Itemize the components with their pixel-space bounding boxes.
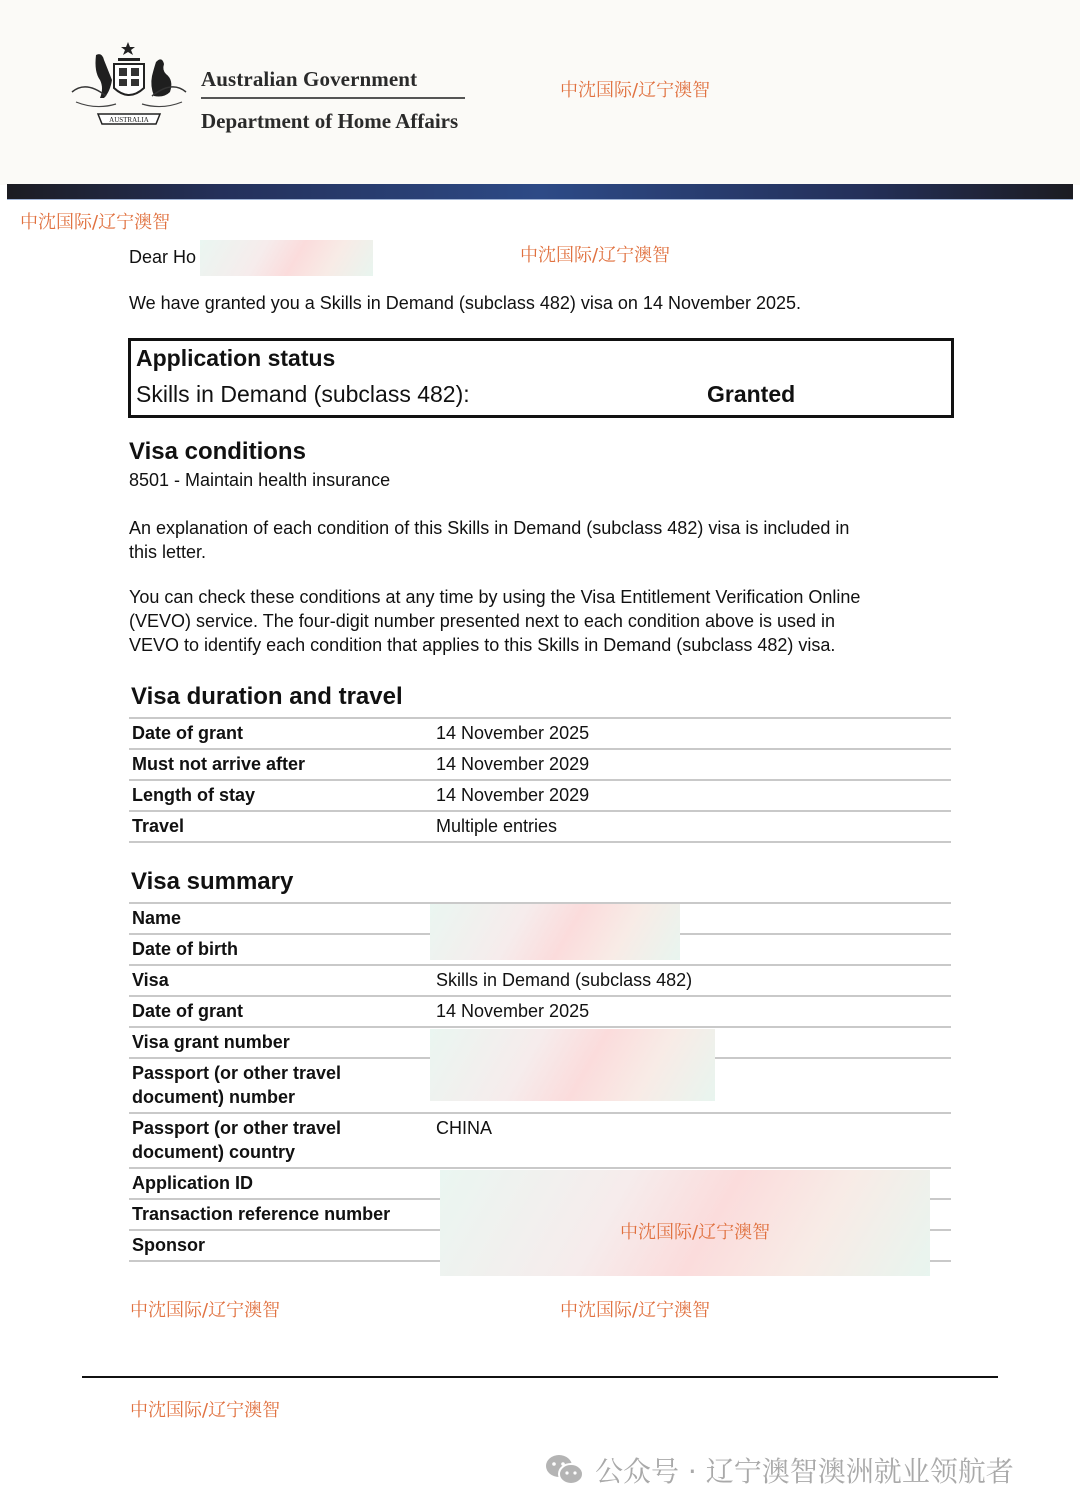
watermark-char: 辽	[698, 1222, 717, 1243]
watermark-char: 宁	[226, 1400, 245, 1421]
conditions-explanation-line: An explanation of each condition of this Skills in Demand (subclass 482) visa is included in	[129, 518, 850, 538]
watermark-char: 智	[692, 80, 711, 101]
watermark	[130, 1400, 280, 1422]
watermark-char: 际	[614, 80, 632, 101]
table-row	[129, 748, 951, 779]
watermark-char: 智	[152, 212, 171, 233]
row-label-line2: document) number	[132, 1087, 296, 1107]
watermark-char: 澳	[244, 1400, 263, 1421]
watermark-char: 国	[166, 1400, 184, 1421]
watermark-char: 中	[560, 1300, 578, 1321]
watermark-char: 澳	[634, 245, 653, 266]
government-name: Australian Government	[201, 67, 418, 91]
application-status-value: Granted	[707, 381, 796, 407]
row-label: Passport (or other travel	[132, 1063, 342, 1083]
watermark-char: 际	[574, 245, 592, 266]
row-label: Visa grant number	[132, 1032, 290, 1052]
header-banner	[7, 184, 1073, 200]
vevo-line: You can check these conditions at any time by using the Visa Entitlement Verification Online	[129, 587, 861, 607]
coat-of-arms-icon	[66, 40, 192, 132]
row-label: Must not arrive after	[132, 754, 306, 774]
watermark-char: 澳	[134, 212, 153, 233]
watermark-char: 智	[262, 1300, 281, 1321]
table-row	[129, 717, 951, 748]
watermark-char: 辽	[98, 212, 117, 233]
watermark-char: 辽	[638, 1300, 657, 1321]
redacted-grant-passport	[430, 1029, 715, 1101]
watermark-char: 国	[596, 1300, 614, 1321]
watermark-char: 智	[262, 1400, 281, 1421]
watermark	[130, 1300, 280, 1322]
row-label: Length of stay	[132, 785, 256, 805]
row-value: 14 November 2025	[436, 723, 590, 743]
watermark-char: /	[92, 212, 99, 233]
visa-summary-title: Visa summary	[131, 868, 294, 895]
row-value: 14 November 2029	[436, 785, 590, 805]
watermark-char: 澳	[674, 80, 693, 101]
watermark-char: 辽	[638, 80, 657, 101]
row-label: Travel	[132, 816, 185, 836]
watermark-char: 智	[752, 1222, 771, 1243]
row-label: Passport (or other travel	[132, 1118, 342, 1138]
row-label: Transaction reference number	[132, 1204, 391, 1224]
watermark-char: 中	[560, 80, 578, 101]
watermark	[560, 80, 710, 102]
watermark-char: 国	[556, 245, 574, 266]
application-status-title: Application status	[136, 345, 336, 371]
watermark-char: /	[592, 245, 599, 266]
row-label: Application ID	[132, 1173, 253, 1193]
table-end-rule	[129, 841, 951, 843]
watermark-char: 际	[674, 1222, 692, 1243]
department-name: Department of Home Affairs	[201, 109, 459, 133]
row-value: 14 November 2029	[436, 754, 590, 774]
wechat-icon	[545, 1453, 585, 1487]
row-label: Date of birth	[132, 939, 238, 959]
watermark-char: 国	[56, 212, 74, 233]
visa-duration-table	[129, 717, 951, 843]
watermark-char: 宁	[116, 212, 135, 233]
watermark-char: 沈	[148, 1300, 166, 1321]
row-label: Date of grant	[132, 1001, 244, 1021]
letterhead-divider	[201, 97, 465, 99]
watermark-char: 沈	[578, 80, 596, 101]
watermark-char: 国	[166, 1300, 184, 1321]
watermark-char: 沈	[638, 1222, 656, 1243]
watermark-char: 宁	[656, 80, 675, 101]
watermark	[20, 212, 170, 234]
grant-sentence: We have granted you a Skills in Demand (subclass 482) visa on 14 November 2025.	[129, 293, 802, 313]
table-row	[129, 1112, 951, 1167]
table-row	[129, 779, 951, 810]
application-status-box	[128, 338, 954, 418]
watermark-char: 际	[184, 1400, 202, 1421]
watermark-char: 辽	[598, 245, 617, 266]
watermark-char: 国	[596, 80, 614, 101]
watermark-char: 中	[130, 1300, 148, 1321]
table-row	[129, 964, 951, 995]
row-label: Date of grant	[132, 723, 244, 743]
watermark-char: 际	[614, 1300, 632, 1321]
row-label: Name	[132, 908, 182, 928]
watermark-char: /	[202, 1300, 209, 1321]
watermark-char: 中	[130, 1400, 148, 1421]
watermark-char: 沈	[148, 1400, 166, 1421]
watermark-char: 澳	[674, 1300, 693, 1321]
watermark-char: 际	[184, 1300, 202, 1321]
watermark-char: /	[632, 1300, 639, 1321]
watermark-char: /	[692, 1222, 699, 1243]
watermark-char: 宁	[616, 245, 635, 266]
salutation: Dear Ho	[129, 247, 197, 267]
row-value: Skills in Demand (subclass 482)	[436, 970, 693, 990]
watermark-char: 澳	[244, 1300, 263, 1321]
footer-rule	[82, 1376, 998, 1378]
watermark-char: 际	[74, 212, 92, 233]
watermark	[520, 245, 670, 267]
row-label-line2: document) country	[132, 1142, 296, 1162]
table-row	[129, 995, 951, 1026]
wechat-footer	[545, 1450, 1014, 1490]
conditions-explanation-line: this letter.	[129, 542, 207, 562]
watermark-char: 国	[656, 1222, 674, 1243]
table-row	[129, 810, 951, 841]
application-status-visa: Skills in Demand (subclass 482):	[136, 381, 470, 407]
watermark-char: 沈	[538, 245, 556, 266]
visa-conditions-title: Visa conditions	[129, 438, 306, 465]
vevo-line: VEVO to identify each condition that applies to this Skills in Demand (subclass 482) visa.	[129, 635, 836, 655]
redacted-name-dob	[430, 904, 680, 960]
row-value: CHINA	[436, 1118, 493, 1138]
watermark-char: 中	[520, 245, 538, 266]
watermark-char: 智	[652, 245, 671, 266]
watermark	[620, 1222, 770, 1244]
watermark-char: 辽	[208, 1400, 227, 1421]
watermark-char: 辽	[208, 1300, 227, 1321]
watermark-char: 宁	[226, 1300, 245, 1321]
watermark-char: 中	[20, 212, 38, 233]
visa-duration-title: Visa duration and travel	[131, 683, 403, 710]
watermark	[560, 1300, 710, 1322]
watermark-char: 澳	[734, 1222, 753, 1243]
watermark-char: 中	[620, 1222, 638, 1243]
watermark-char: /	[632, 80, 639, 101]
watermark-char: 宁	[656, 1300, 675, 1321]
vevo-line: (VEVO) service. The four-digit number presented next to each condition above is used in	[129, 611, 836, 631]
watermark-char: 宁	[716, 1222, 735, 1243]
redacted-name	[200, 240, 373, 276]
wechat-account-text: 公众号 · 辽宁澳智澳洲就业领航者	[595, 1455, 1014, 1488]
watermark-char: /	[202, 1400, 209, 1421]
crest-label: AUSTRALIA	[109, 116, 149, 124]
visa-condition-item: 8501 - Maintain health insurance	[129, 470, 391, 490]
row-label: Visa	[132, 970, 169, 990]
row-label: Sponsor	[132, 1235, 206, 1255]
row-value: 14 November 2025	[436, 1001, 590, 1021]
watermark-char: 沈	[38, 212, 56, 233]
watermark-char: 智	[692, 1300, 711, 1321]
watermark-char: 沈	[578, 1300, 596, 1321]
row-value: Multiple entries	[436, 816, 558, 836]
